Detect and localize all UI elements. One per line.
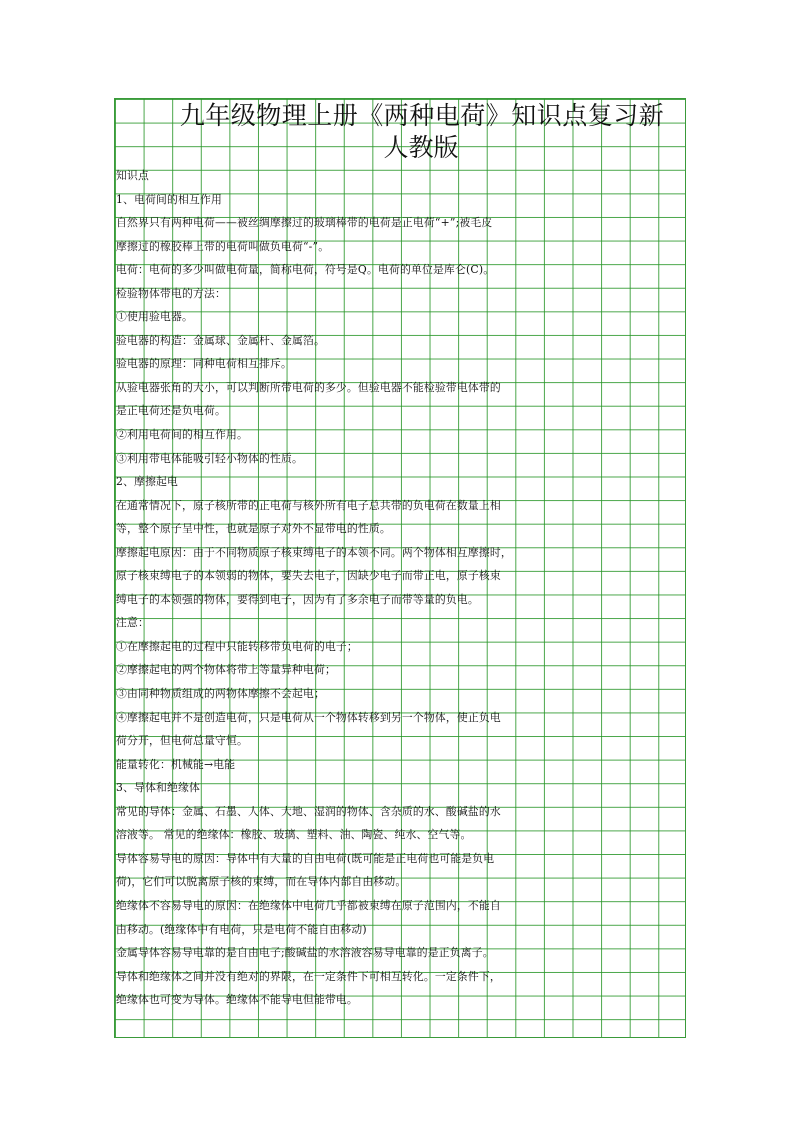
text-lines (116, 164, 686, 1012)
text-line: 验电器的构造：金属球、金属杆、金属箔。 (116, 333, 325, 347)
text-line: 检验物体带电的方法： (116, 286, 226, 300)
text-line: 由移动。(绝缘体中有电荷，只是电荷不能自由移动) (116, 922, 367, 936)
text-line: 验电器的原理：同种电荷相互排斥。 (116, 357, 292, 371)
text-line: 绝缘体不容易导电的原因：在绝缘体中电荷几乎都被束缚在原子范围内，不能自 (116, 898, 501, 912)
text-line: 常见的导体：金属、石墨、人体、大地、湿润的物体、含杂质的水、酸碱盐的水 (116, 804, 501, 818)
text-line: 导体和绝缘体之间并没有绝对的界限，在一定条件下可相互转化。一定条件下， (116, 969, 501, 983)
text-line: ③由同种物质组成的两物体摩擦不会起电； (116, 687, 325, 701)
text-line: 3、导体和绝缘体 (116, 781, 201, 795)
text-line: 知识点 (116, 169, 149, 182)
text-line: 自然界只有两种电荷——被丝绸摩擦过的玻璃棒带的电荷是正电荷“+”;被毛皮 (116, 216, 493, 230)
text-line: 荷分开，但电荷总量守恒。 (116, 734, 248, 748)
text-line: 1、电荷间的相互作用 (116, 192, 223, 206)
text-line: 电荷：电荷的多少叫做电荷量，简称电荷，符号是Q。电荷的单位是库仑(C)。 (116, 263, 495, 277)
title-line-2: 人教版 (383, 133, 459, 162)
document-body (116, 100, 686, 1012)
text-line: 绝缘体也可变为导体。绝缘体不能导电但能带电。 (116, 993, 358, 1007)
text-line: ②摩擦起电的两个物体将带上等量异种电荷； (116, 663, 336, 677)
title-line-1: 九年级物理上册《两种电荷》知识点复习新 (179, 101, 665, 130)
text-line: 能量转化：机械能→电能 (116, 757, 236, 771)
text-line: ③利用带电体能吸引轻小物体的性质。 (116, 451, 303, 465)
text-line: 原子核束缚电子的本领弱的物体，要失去电子，因缺少电子而带正电，原子核束 (116, 569, 501, 583)
text-line: 金属导体容易导电靠的是自由电子;酸碱盐的水溶液容易导电靠的是正负离子。 (116, 946, 494, 960)
text-line: ①在摩擦起电的过程中只能转移带负电荷的电子； (116, 639, 358, 653)
text-line: ①使用验电器。 (116, 310, 193, 324)
text-line: ②利用电荷间的相互作用。 (116, 428, 248, 442)
text-line: 注意： (116, 616, 149, 630)
text-line: 2、摩擦起电 (116, 475, 179, 489)
text-line: 缚电子的本领强的物体，要得到电子，因为有了多余电子而带等量的负电。 (116, 592, 479, 606)
text-line: 在通常情况下，原子核所带的正电荷与核外所有电子总共带的负电荷在数量上相 (116, 498, 501, 512)
text-line: 导体容易导电的原因：导体中有大量的自由电荷(既可能是正电荷也可能是负电 (116, 851, 495, 865)
text-line: ④摩擦起电并不是创造电荷，只是电荷从一个物体转移到另一个物体，使正负电 (116, 710, 501, 724)
text-line: 荷)，它们可以脱离原子核的束缚，而在导体内部自由移动。 (116, 875, 407, 889)
text-line: 摩擦过的橡胶棒上带的电荷叫做负电荷“-”。 (116, 239, 330, 253)
text-line: 溶液等。 常见的绝缘体：橡胶、玻璃、塑料、油、陶瓷、纯水、空气等。 (116, 828, 472, 842)
text-line: 从验电器张角的大小，可以判断所带电荷的多少。但验电器不能检验带电体带的 (116, 380, 501, 394)
text-line: 等，整个原子呈中性，也就是原子对外不显带电的性质。 (116, 522, 391, 536)
text-line: 摩擦起电原因：由于不同物质原子核束缚电子的本领不同。两个物体相互摩擦时， (116, 545, 512, 559)
text-line: 是正电荷还是负电荷。 (116, 404, 226, 418)
